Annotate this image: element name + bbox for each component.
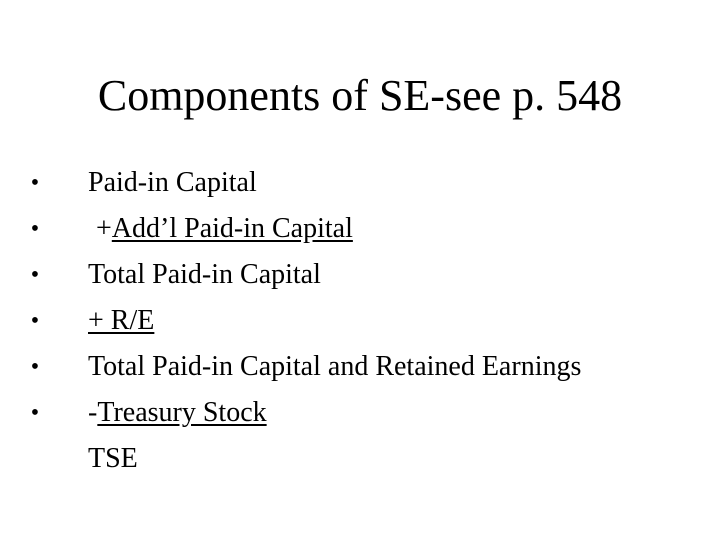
list-item (0, 344, 720, 390)
item-text-group (88, 390, 267, 436)
bullet-icon: • (30, 262, 40, 288)
bullet-icon: • (30, 308, 40, 334)
item-text: Treasury Stock (97, 397, 267, 428)
item-text: Paid-in Capital (88, 167, 257, 198)
item-text: Total Paid-in Capital (88, 259, 321, 290)
list-item (0, 252, 720, 298)
list-item (0, 390, 720, 436)
item-text: Add’l Paid-in Capital (111, 213, 353, 244)
bullet-icon: • (30, 400, 40, 426)
item-text-group (88, 206, 353, 252)
slide-title: Components of SE-see p. 548 (97, 71, 623, 120)
item-prefix: + (96, 213, 112, 244)
bullet-icon: • (30, 170, 40, 196)
list-item (0, 206, 720, 252)
bullet-icon: • (30, 216, 40, 242)
list-item (0, 160, 720, 206)
bullet-icon: • (30, 354, 40, 380)
item-text: + R/E (88, 305, 155, 336)
continuation-text: TSE (88, 443, 138, 474)
continuation-line (0, 436, 720, 482)
item-text: Total Paid-in Capital and Retained Earnings (88, 351, 582, 382)
list-item (0, 298, 720, 344)
item-prefix: - (88, 397, 98, 428)
bullet-list (0, 160, 720, 482)
